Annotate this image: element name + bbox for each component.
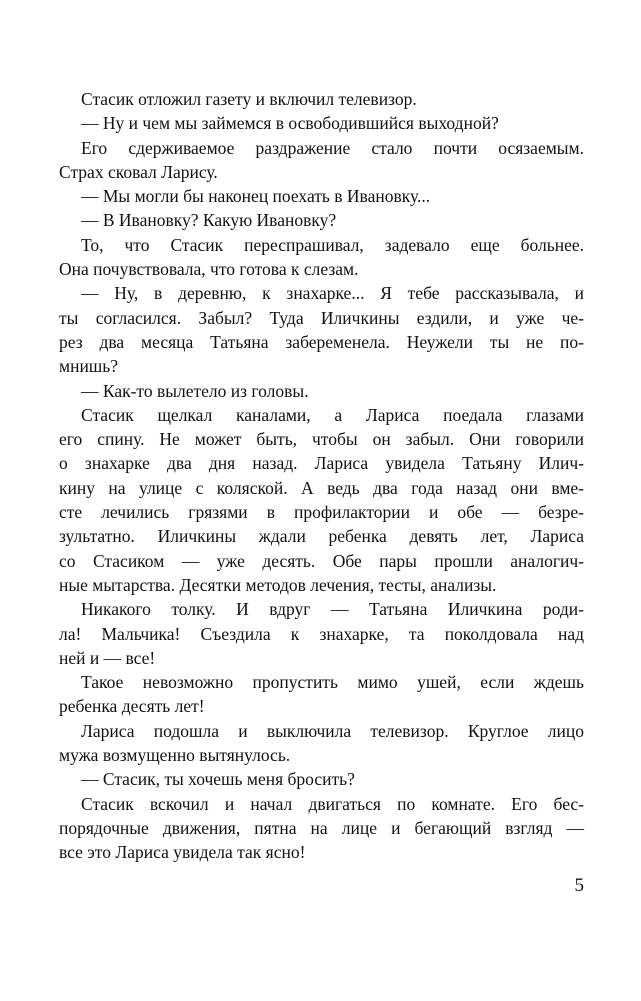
text-line: ные мытарства. Десятки методов лечения, тесты, анализы. — [59, 574, 497, 595]
text-line: — Ну, в деревню, к знахарке... Я тебе рассказывала, и — [81, 283, 584, 304]
text-line: зультатно. Иличкины ждали ребенка девять лет, Лариса — [59, 526, 584, 547]
text-line: рез два месяца Татьяна забеременела. Неужели ты не по- — [59, 331, 584, 352]
text-line: — Как-то вылетело из головы. — [81, 380, 309, 401]
text-line: порядочные движения, пятна на лице и бегающий взгляд — — [59, 817, 584, 838]
text-line: ты согласился. Забыл? Туда Иличкины ездили, и уже че- — [59, 307, 584, 328]
text-line: кину на улице с коляской. А ведь два года назад они вме- — [59, 477, 584, 498]
text-line: Стасик вскочил и начал двигаться по комнате. Его бес- — [81, 793, 584, 814]
text-line: — Мы могли бы наконец поехать в Ивановку... — [81, 186, 431, 207]
text-line: Она почувствовала, что готова к слезам. — [59, 259, 359, 280]
text-line: о знахарке два дня назад. Лариса увидела Татьяну Илич- — [59, 453, 584, 474]
text-line: Такое невозможно пропустить мимо ушей, если ждешь — [81, 672, 584, 693]
text-line: То, что Стасик переспрашивал, задевало еще больнее. — [81, 234, 584, 255]
text-line: ней и — все! — [59, 647, 156, 668]
text-line: Лариса подошла и выключила телевизор. Круглое лицо — [81, 720, 584, 741]
text-line: со Стасиком — уже десять. Обе пары прошли аналогич- — [59, 550, 584, 571]
text-line: — Ну и чем мы займемся в освободившийся выходной? — [81, 113, 499, 134]
text-line: — Стасик, ты хочешь меня бросить? — [81, 769, 355, 790]
text-line: ла! Мальчика! Съездила к знахарке, та поколдовала над — [59, 623, 584, 644]
text-line: Никакого толку. И вдруг — Татьяна Иличкина роди- — [81, 599, 584, 620]
page-body-text — [59, 87, 584, 865]
text-line: Стасик щелкал каналами, а Лариса поедала глазами — [81, 404, 584, 425]
text-line: — В Ивановку? Какую Ивановку? — [81, 210, 337, 231]
text-line: сте лечились грязями в профилактории и обе — безре- — [59, 502, 584, 523]
text-line: Его сдерживаемое раздражение стало почти осязаемым. — [81, 137, 584, 158]
text-line: мужа возмущенно вытянулось. — [59, 745, 291, 766]
text-line: Страх сковал Ларису. — [59, 161, 218, 182]
text-line: ребенка десять лет! — [59, 696, 205, 717]
text-line: все это Лариса увидела так ясно! — [59, 842, 306, 863]
text-line: Стасик отложил газету и включил телевизор. — [81, 89, 417, 109]
page-number: 5 — [574, 875, 584, 896]
text-line: его спину. Не может быть, чтобы он забыл. Они говорили — [59, 429, 584, 450]
text-line: мнишь? — [59, 356, 119, 377]
